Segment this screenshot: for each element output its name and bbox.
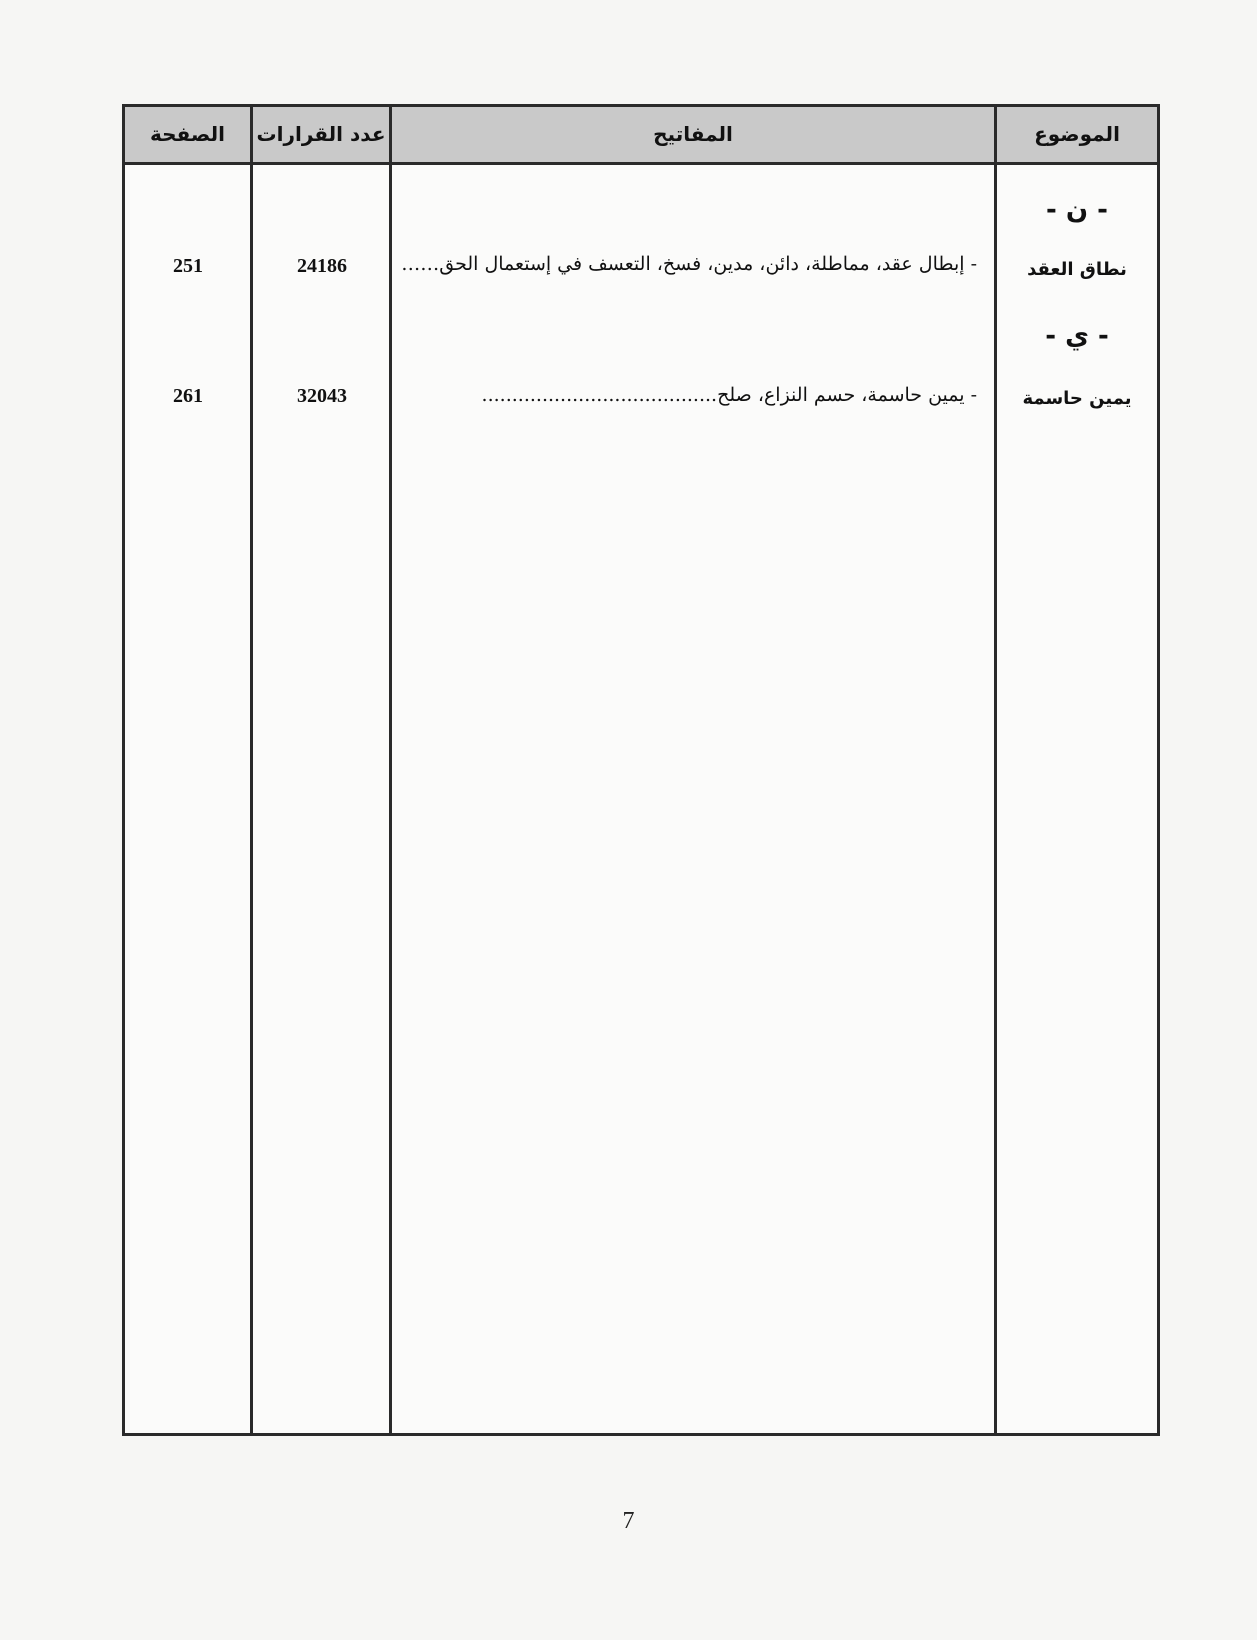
keywords-text: - يمين حاسمة، حسم النزاع، صلح....................................... <box>481 384 977 406</box>
header-subject: الموضوع <box>1034 122 1120 146</box>
page-number: 7 <box>622 1508 635 1534</box>
column-divider <box>250 107 253 1433</box>
column-divider <box>389 107 392 1433</box>
page-reference: 251 <box>173 255 203 277</box>
section-letter: - ن - <box>1046 195 1108 225</box>
column-divider <box>994 107 997 1433</box>
decision-number: 24186 <box>297 255 347 277</box>
subject-label: نطاق العقد <box>1027 259 1127 280</box>
header-keywords: المفاتيح <box>653 122 733 146</box>
decision-number: 32043 <box>297 385 347 407</box>
section-letter: - ي - <box>1045 321 1109 351</box>
header-decisions: عدد القرارات <box>256 122 386 146</box>
subject-label: يمين حاسمة <box>1022 388 1132 409</box>
header-page: الصفحة <box>149 122 225 146</box>
keywords-text: - إبطال عقد، مماطلة، دائن، مدين، فسخ، التعسف في إستعمال الحق…… <box>401 253 977 275</box>
index-table <box>122 104 1160 1436</box>
table-header <box>125 107 1157 165</box>
page-reference: 261 <box>173 385 203 407</box>
